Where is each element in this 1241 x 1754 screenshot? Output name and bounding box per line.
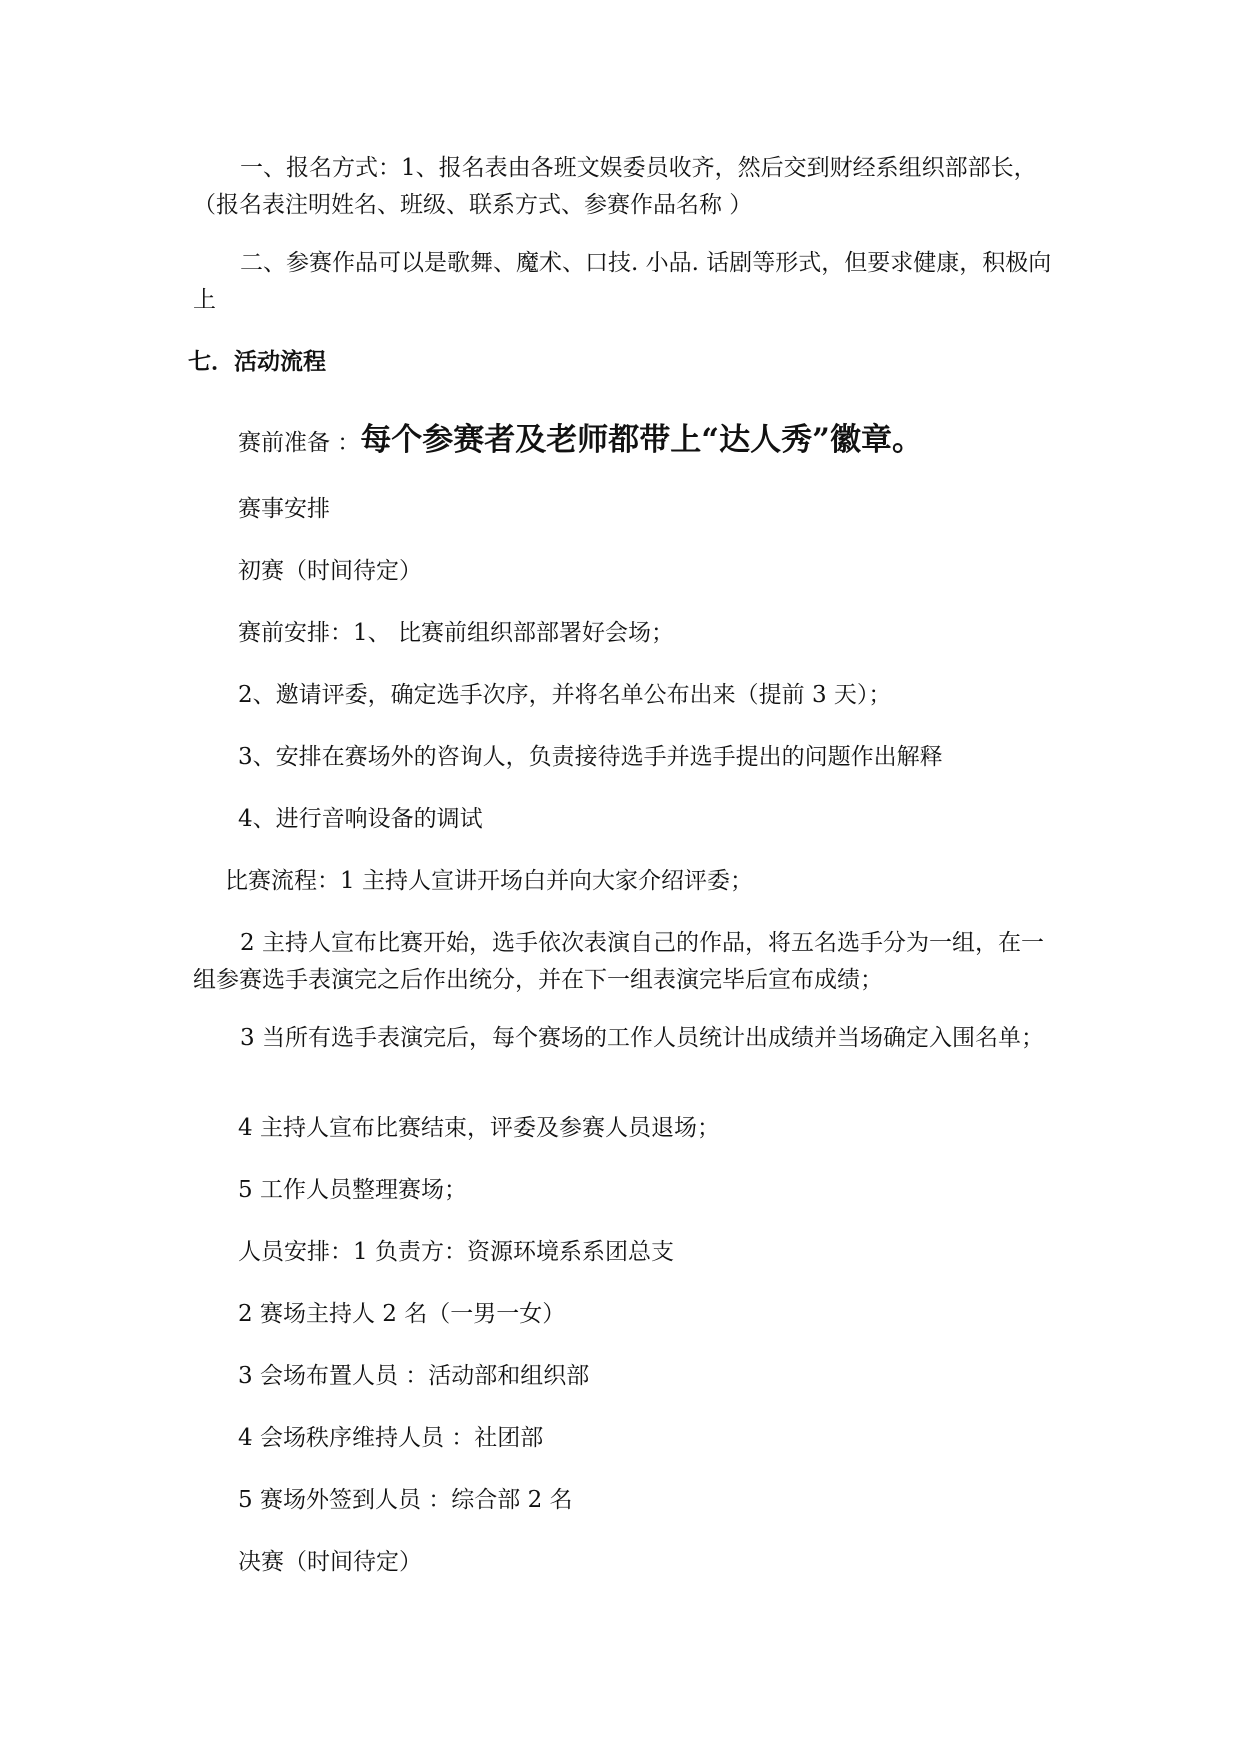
para-signup-method-text: 一、报名方式：1、报名表由各班文娱委员收齐，然后交到财经系组织部部长，（报名表注明姓名、班级、联系方式、参赛作品名称 ） bbox=[193, 155, 1037, 218]
pre-arrangement-1: 赛前安排：1、 比赛前组织部部署好会场； bbox=[238, 620, 674, 646]
para-entry-forms bbox=[193, 245, 1063, 319]
flow-5: 5 工作人员整理赛场； bbox=[238, 1177, 467, 1203]
prep-label: 赛前准备 ： bbox=[238, 430, 361, 456]
flow-3-text: 3 当所有选手表演完后，每个赛场的工作人员统计出成绩并当场确定入围名单； bbox=[240, 1025, 1044, 1051]
flow-2-text: 2 主持人宣布比赛开始，选手依次表演自己的作品，将五名选手分为一组，在一组参赛选手表演完之后作出统分，并在下一组表演完毕后宣布成绩； bbox=[193, 930, 1044, 993]
para-entry-forms-text: 二、参赛作品可以是歌舞、魔术、口技. 小品. 话剧等形式，但要求健康，积极向上 bbox=[193, 250, 1052, 313]
para-signup-method bbox=[193, 150, 1063, 224]
staff-1: 人员安排：1 负责方：资源环境系系团总支 bbox=[238, 1239, 674, 1265]
schedule-title: 赛事安排 bbox=[238, 496, 330, 522]
staff-5: 5 赛场外签到人员 ：综合部 2 名 bbox=[238, 1487, 573, 1513]
section-heading-activity-flow: 七．活动流程 bbox=[188, 348, 326, 375]
prelim-title: 初赛（时间待定） bbox=[238, 558, 422, 584]
pre-arrangement-4: 4、进行音响设备的调试 bbox=[238, 806, 483, 832]
pre-arrangement-2: 2、邀请评委，确定选手次序，并将名单公布出来（提前 3 天）； bbox=[238, 682, 892, 708]
flow-2 bbox=[193, 925, 1063, 999]
final-title: 决赛（时间待定） bbox=[238, 1549, 422, 1575]
staff-3: 3 会场布置人员 ：活动部和组织部 bbox=[238, 1363, 590, 1389]
staff-4: 4 会场秩序维持人员 ：社团部 bbox=[238, 1425, 544, 1451]
flow-4: 4 主持人宣布比赛结束，评委及参赛人员退场； bbox=[238, 1115, 720, 1141]
staff-2: 2 赛场主持人 2 名（一男一女） bbox=[238, 1301, 566, 1327]
flow-3 bbox=[193, 1020, 1063, 1057]
flow-1: 比赛流程：1 主持人宣讲开场白并向大家介绍评委； bbox=[225, 868, 753, 894]
prep-text: 每个参赛者及老师都带上“达人秀”徽章。 bbox=[360, 422, 923, 458]
prep-line bbox=[238, 420, 923, 463]
pre-arrangement-3: 3、安排在赛场外的咨询人，负责接待选手并选手提出的问题作出解释 bbox=[238, 744, 943, 770]
